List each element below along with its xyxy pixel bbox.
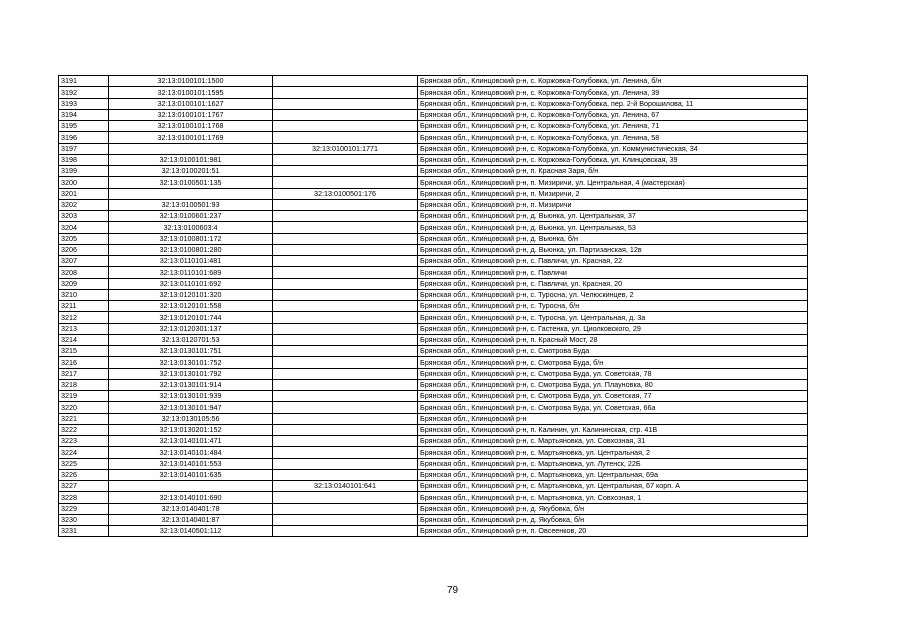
table-row [59,233,808,244]
row-number-cell: 3213 [59,323,109,334]
cadastral-number-cell: 32:13:0100201:51 [109,166,273,177]
cadastral-number-alt-cell [273,503,418,514]
address-cell: Брянская обл., Клинцовский р-н [418,413,808,424]
address-cell: Брянская обл., Клинцовский р-н, с. Туросна, ул. Челюскинцев, 2 [418,289,808,300]
table-row [59,391,808,402]
cadastral-number-alt-cell [273,244,418,255]
table-row [59,514,808,525]
table-row [59,199,808,210]
cadastral-number-cell [109,481,273,492]
cadastral-number-alt-cell [273,458,418,469]
table-row [59,98,808,109]
table-row [59,211,808,222]
row-number-cell: 3228 [59,492,109,503]
cadastral-number-alt-cell [273,267,418,278]
row-number-cell: 3230 [59,514,109,525]
cadastral-number-cell: 32:13:0130201:152 [109,424,273,435]
address-cell: Брянская обл., Клинцовский р-н, д. Вьюнка, ул. Партизанская, 12в [418,244,808,255]
cadastral-number-cell: 32:13:0100801:172 [109,233,273,244]
address-cell: Брянская обл., Клинцовский р-н, с. Мартьяновка, ул. Центральная, 2 [418,447,808,458]
cadastral-number-alt-cell: 32:13:0100501:176 [273,188,418,199]
cadastral-number-alt-cell [273,256,418,267]
table-row [59,379,808,390]
table-row [59,402,808,413]
row-number-cell: 3207 [59,256,109,267]
address-cell: Брянская обл., Клинцовский р-н, с. Смотрова Буда, ул. Советская, 78 [418,368,808,379]
address-cell: Брянская обл., Клинцовский р-н, с. Коржовка-Голубовка, ул. Ленина, 58 [418,132,808,143]
table-row [59,256,808,267]
address-cell: Брянская обл., Клинцовский р-н, с. Коржовка-Голубовка, ул. Клинцовская, 39 [418,154,808,165]
table-row [59,323,808,334]
table-row [59,177,808,188]
cadastral-number-cell: 32:13:0120101:558 [109,301,273,312]
table-row [59,357,808,368]
address-cell: Брянская обл., Клинцовский р-н, с. Коржовка-Голубовка, ул. Ленина, б/н [418,76,808,87]
row-number-cell: 3201 [59,188,109,199]
table-row [59,346,808,357]
row-number-cell: 3204 [59,222,109,233]
cadastral-number-alt-cell [273,87,418,98]
address-cell: Брянская обл., Клинцовский р-н, п. Красный Мост, 28 [418,334,808,345]
cadastral-number-cell: 32:13:0120101:320 [109,289,273,300]
table-row [59,447,808,458]
cadastral-number-alt-cell [273,492,418,503]
row-number-cell: 3195 [59,121,109,132]
cadastral-number-alt-cell [273,469,418,480]
cadastral-number-cell: 32:13:0110101:692 [109,278,273,289]
row-number-cell: 3214 [59,334,109,345]
table-row [59,267,808,278]
cadastral-number-cell: 32:13:0130105:56 [109,413,273,424]
row-number-cell: 3197 [59,143,109,154]
table-row [59,132,808,143]
table-row [59,503,808,514]
cadastral-number-alt-cell [273,346,418,357]
cadastral-number-cell: 32:13:0120701:53 [109,334,273,345]
row-number-cell: 3199 [59,166,109,177]
cadastral-number-alt-cell [273,109,418,120]
row-number-cell: 3206 [59,244,109,255]
row-number-cell: 3191 [59,76,109,87]
cadastral-number-cell: 32:13:0100501:135 [109,177,273,188]
address-cell: Брянская обл., Клинцовский р-н, с. Павличи, ул. Красная, 20 [418,278,808,289]
cadastral-number-alt-cell [273,132,418,143]
table-row [59,278,808,289]
cadastral-number-alt-cell [273,323,418,334]
row-number-cell: 3226 [59,469,109,480]
row-number-cell: 3211 [59,301,109,312]
row-number-cell: 3218 [59,379,109,390]
cadastral-number-alt-cell [273,278,418,289]
address-cell: Брянская обл., Клинцовский р-н, д. Вьюнка, б/н [418,233,808,244]
address-cell: Брянская обл., Клинцовский р-н, д. Вьюнка, ул. Центральная, 37 [418,211,808,222]
table-row [59,492,808,503]
cadastral-number-cell: 32:13:0100101:1767 [109,109,273,120]
address-cell: Брянская обл., Клинцовский р-н, с. Смотрова Буда, б/н [418,357,808,368]
cadastral-number-alt-cell [273,177,418,188]
row-number-cell: 3210 [59,289,109,300]
cadastral-number-cell: 32:13:0140401:87 [109,514,273,525]
row-number-cell: 3198 [59,154,109,165]
row-number-cell: 3202 [59,199,109,210]
cadastral-number-cell: 32:13:0100101:1595 [109,87,273,98]
cadastral-number-cell: 32:13:0130101:751 [109,346,273,357]
address-cell: Брянская обл., Клинцовский р-н, с. Мартьяновка, ул. Центральная, 67 корп. А [418,481,808,492]
cadastral-number-alt-cell [273,436,418,447]
address-cell: Брянская обл., Клинцовский р-н, п. Калинин, ул. Калининская, стр. 41В [418,424,808,435]
address-cell: Брянская обл., Клинцовский р-н, д. Якубовка, б/н [418,514,808,525]
cadastral-number-alt-cell [273,222,418,233]
table-row [59,154,808,165]
table-row [59,312,808,323]
row-number-cell: 3192 [59,87,109,98]
address-cell: Брянская обл., Клинцовский р-н, с. Смотрова Буда, ул. Советская, 77 [418,391,808,402]
cadastral-number-cell: 32:13:0140101:471 [109,436,273,447]
cadastral-number-alt-cell [273,379,418,390]
table-row [59,436,808,447]
address-cell: Брянская обл., Клинцовский р-н, п. Овсеенков, 20 [418,526,808,537]
row-number-cell: 3223 [59,436,109,447]
table-row [59,458,808,469]
cadastral-number-cell: 32:13:0120101:744 [109,312,273,323]
address-cell: Брянская обл., Клинцовский р-н, с. Павличи, ул. Красная, 22 [418,256,808,267]
cadastral-number-cell [109,143,273,154]
table-row [59,166,808,177]
address-cell: Брянская обл., Клинцовский р-н, д. Якубовка, б/н [418,503,808,514]
address-cell: Брянская обл., Клинцовский р-н, с. Гастенка, ул. Циолковского, 29 [418,323,808,334]
cadastral-number-cell: 32:13:0110101:689 [109,267,273,278]
row-number-cell: 3222 [59,424,109,435]
cadastral-number-cell: 32:13:0100101:1769 [109,132,273,143]
table-row [59,244,808,255]
cadastral-number-cell: 32:13:0100101:981 [109,154,273,165]
row-number-cell: 3224 [59,447,109,458]
row-number-cell: 3216 [59,357,109,368]
row-number-cell: 3231 [59,526,109,537]
row-number-cell: 3220 [59,402,109,413]
cadastral-number-cell: 32:13:0120301:137 [109,323,273,334]
registry-table [58,75,808,537]
cadastral-number-alt-cell [273,514,418,525]
table-row [59,424,808,435]
cadastral-number-alt-cell [273,233,418,244]
table-row [59,289,808,300]
cadastral-number-alt-cell [273,357,418,368]
row-number-cell: 3225 [59,458,109,469]
address-cell: Брянская обл., Клинцовский р-н, с. Коржовка-Голубовка, ул. Коммунистическая, 34 [418,143,808,154]
row-number-cell: 3212 [59,312,109,323]
cadastral-number-alt-cell [273,526,418,537]
table-row [59,143,808,154]
cadastral-number-alt-cell [273,424,418,435]
address-cell: Брянская обл., Клинцовский р-н, с. Смотрова Буда, ул. Советская, 66а [418,402,808,413]
address-cell: Брянская обл., Клинцовский р-н, с. Туросна, б/н [418,301,808,312]
cadastral-number-cell: 32:13:0140101:553 [109,458,273,469]
cadastral-number-alt-cell [273,447,418,458]
cadastral-number-cell: 32:13:0130101:792 [109,368,273,379]
address-cell: Брянская обл., Клинцовский р-н, с. Коржовка-Голубовка, ул. Ленина, 71 [418,121,808,132]
cadastral-number-alt-cell [273,121,418,132]
address-cell: Брянская обл., Клинцовский р-н, д. Вьюнка, ул. Центральная, 53 [418,222,808,233]
table-row [59,121,808,132]
cadastral-number-cell: 32:13:0140401:78 [109,503,273,514]
cadastral-number-cell: 32:13:0110101:481 [109,256,273,267]
table-row [59,334,808,345]
cadastral-number-alt-cell [273,211,418,222]
row-number-cell: 3215 [59,346,109,357]
cadastral-number-cell: 32:13:0100101:1627 [109,98,273,109]
table-row [59,109,808,120]
cadastral-number-alt-cell [273,301,418,312]
cadastral-number-alt-cell [273,98,418,109]
cadastral-number-cell: 32:13:0100601:237 [109,211,273,222]
cadastral-number-cell: 32:13:0140101:484 [109,447,273,458]
address-cell: Брянская обл., Клинцовский р-н, с. Коржовка-Голубовка, ул. Ленина, 67 [418,109,808,120]
cadastral-number-cell [109,188,273,199]
row-number-cell: 3209 [59,278,109,289]
table-row [59,87,808,98]
cadastral-number-cell: 32:13:0100501:93 [109,199,273,210]
page-number: 79 [446,585,459,596]
address-cell: Брянская обл., Клинцовский р-н, п. Мизиричи [418,199,808,210]
cadastral-number-alt-cell [273,199,418,210]
address-cell: Брянская обл., Клинцовский р-н, с. Туросна, ул. Центральная, д. 3а [418,312,808,323]
table-row [59,188,808,199]
address-cell: Брянская обл., Клинцовский р-н, п. Мизиричи, 2 [418,188,808,199]
cadastral-number-cell: 32:13:0130101:939 [109,391,273,402]
address-cell: Брянская обл., Клинцовский р-н, с. Смотрова Буда, ул. Плауновка, 80 [418,379,808,390]
cadastral-number-cell: 32:13:0130101:752 [109,357,273,368]
cadastral-number-cell: 32:13:0100801:280 [109,244,273,255]
row-number-cell: 3217 [59,368,109,379]
address-cell: Брянская обл., Клинцовский р-н, с. Коржовка-Голубовка, ул. Ленина, 39 [418,87,808,98]
row-number-cell: 3219 [59,391,109,402]
address-cell: Брянская обл., Клинцовский р-н, с. Павличи [418,267,808,278]
cadastral-number-cell: 32:13:0140101:690 [109,492,273,503]
table-row [59,76,808,87]
cadastral-number-alt-cell [273,391,418,402]
address-cell: Брянская обл., Клинцовский р-н, с. Коржовка-Голубовка, пер. 2-й Ворошилова, 11 [418,98,808,109]
row-number-cell: 3203 [59,211,109,222]
table-row [59,222,808,233]
cadastral-number-cell: 32:13:0130101:947 [109,402,273,413]
address-cell: Брянская обл., Клинцовский р-н, с. Мартьяновка, ул. Совхозная, 31 [418,436,808,447]
table-row [59,413,808,424]
address-cell: Брянская обл., Клинцовский р-н, п. Мизиричи, ул. Центральная, 4 (мастерская) [418,177,808,188]
cadastral-number-alt-cell [273,312,418,323]
registry-table-body [59,76,808,537]
cadastral-number-alt-cell [273,76,418,87]
table-row [59,526,808,537]
cadastral-number-alt-cell [273,166,418,177]
cadastral-number-alt-cell [273,334,418,345]
table-row [59,469,808,480]
cadastral-number-cell: 32:13:0140501:112 [109,526,273,537]
cadastral-number-alt-cell [273,368,418,379]
cadastral-number-alt-cell [273,413,418,424]
cadastral-number-cell: 32:13:0100101:1768 [109,121,273,132]
cadastral-number-alt-cell [273,289,418,300]
table-row [59,481,808,492]
address-cell: Брянская обл., Клинцовский р-н, с. Мартьяновка, ул. Совхозная, 1 [418,492,808,503]
cadastral-number-alt-cell [273,402,418,413]
row-number-cell: 3227 [59,481,109,492]
cadastral-number-alt-cell: 32:13:0140101:641 [273,481,418,492]
cadastral-number-cell: 32:13:0140101:635 [109,469,273,480]
table-row [59,301,808,312]
address-cell: Брянская обл., Клинцовский р-н, с. Мартьяновка, ул. Лутенск, 22Б [418,458,808,469]
row-number-cell: 3200 [59,177,109,188]
row-number-cell: 3194 [59,109,109,120]
row-number-cell: 3208 [59,267,109,278]
row-number-cell: 3193 [59,98,109,109]
cadastral-number-cell: 32:13:0100101:1500 [109,76,273,87]
cadastral-number-cell: 32:13:0100603:4 [109,222,273,233]
row-number-cell: 3221 [59,413,109,424]
table-row [59,368,808,379]
row-number-cell: 3229 [59,503,109,514]
address-cell: Брянская обл., Клинцовский р-н, с. Смотрова Буда [418,346,808,357]
cadastral-number-alt-cell: 32:13:0100101:1771 [273,143,418,154]
cadastral-number-alt-cell [273,154,418,165]
row-number-cell: 3196 [59,132,109,143]
row-number-cell: 3205 [59,233,109,244]
cadastral-number-cell: 32:13:0130101:914 [109,379,273,390]
address-cell: Брянская обл., Клинцовский р-н, с. Мартьяновка, ул. Центральная, 69а [418,469,808,480]
address-cell: Брянская обл., Клинцовский р-н, п. Красная Заря, б/н [418,166,808,177]
